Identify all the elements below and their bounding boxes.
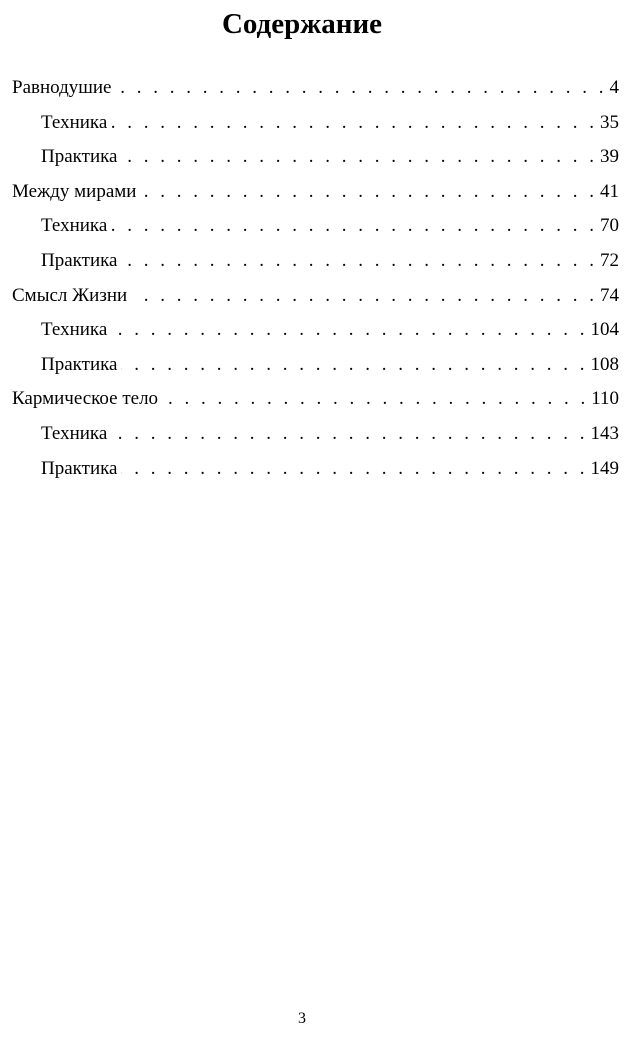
toc-leader-dots: [121, 452, 584, 487]
toc-entry: [12, 417, 619, 452]
toc-leader-dots: [121, 140, 594, 175]
toc-leader-dots: [116, 71, 604, 106]
toc-entry: [12, 209, 619, 244]
toc-leader-dots: [111, 313, 584, 348]
toc-entry-label: Смысл Жизни: [12, 284, 128, 306]
toc-entry-page: 4: [609, 77, 619, 98]
toc-entry-page: 39: [600, 146, 619, 168]
toc-entry-label: Равнодушие: [12, 77, 112, 98]
toc-entry-label: Техника: [41, 319, 108, 341]
toc-entry: [12, 279, 619, 314]
toc-entry: [12, 313, 619, 348]
page-number: 3: [298, 1010, 306, 1027]
toc-entry: [12, 348, 619, 383]
toc-entry-label: Практика: [41, 457, 118, 479]
table-of-contents: [12, 71, 619, 486]
toc-entry-label: Между мирами: [12, 180, 137, 202]
toc-leader-dots: [111, 209, 594, 244]
toc-entry: [12, 452, 619, 487]
toc-entry: [12, 175, 619, 210]
toc-entry-label: Техника: [41, 111, 108, 133]
toc-entry-label: Техника: [41, 422, 108, 444]
toc-leader-dots: [131, 279, 594, 314]
toc-entry-page: 70: [600, 215, 619, 237]
toc-leader-dots: [162, 382, 585, 417]
toc-entry: [12, 244, 619, 279]
toc-entry-label: Практика: [41, 353, 118, 375]
toc-entry-label: Практика: [41, 146, 118, 168]
toc-entry: [12, 140, 619, 175]
toc-entry-label: Техника: [41, 215, 108, 237]
toc-entry-page: 41: [600, 180, 619, 202]
toc-entry-page: 110: [591, 388, 619, 410]
toc-entry-label: Практика: [41, 249, 118, 271]
toc-entry-page: 74: [600, 284, 619, 306]
toc-leader-dots: [121, 348, 584, 383]
toc-entry: [12, 106, 619, 141]
toc-leader-dots: [140, 175, 594, 210]
toc-leader-dots: [111, 417, 584, 452]
toc-leader-dots: [121, 244, 594, 279]
page-title: Содержание: [221, 8, 383, 40]
toc-entry-page: 35: [600, 111, 619, 133]
toc-entry-label: Кармическое тело: [12, 388, 159, 410]
toc-leader-dots: [111, 106, 594, 141]
toc-entry-page: 72: [600, 249, 619, 271]
toc-entry-page: 108: [590, 353, 619, 375]
toc-entry: [12, 382, 619, 417]
toc-entry-page: 104: [590, 319, 619, 341]
toc-entry: [12, 71, 619, 106]
toc-entry-page: 149: [590, 457, 619, 479]
toc-entry-page: 143: [590, 422, 619, 444]
